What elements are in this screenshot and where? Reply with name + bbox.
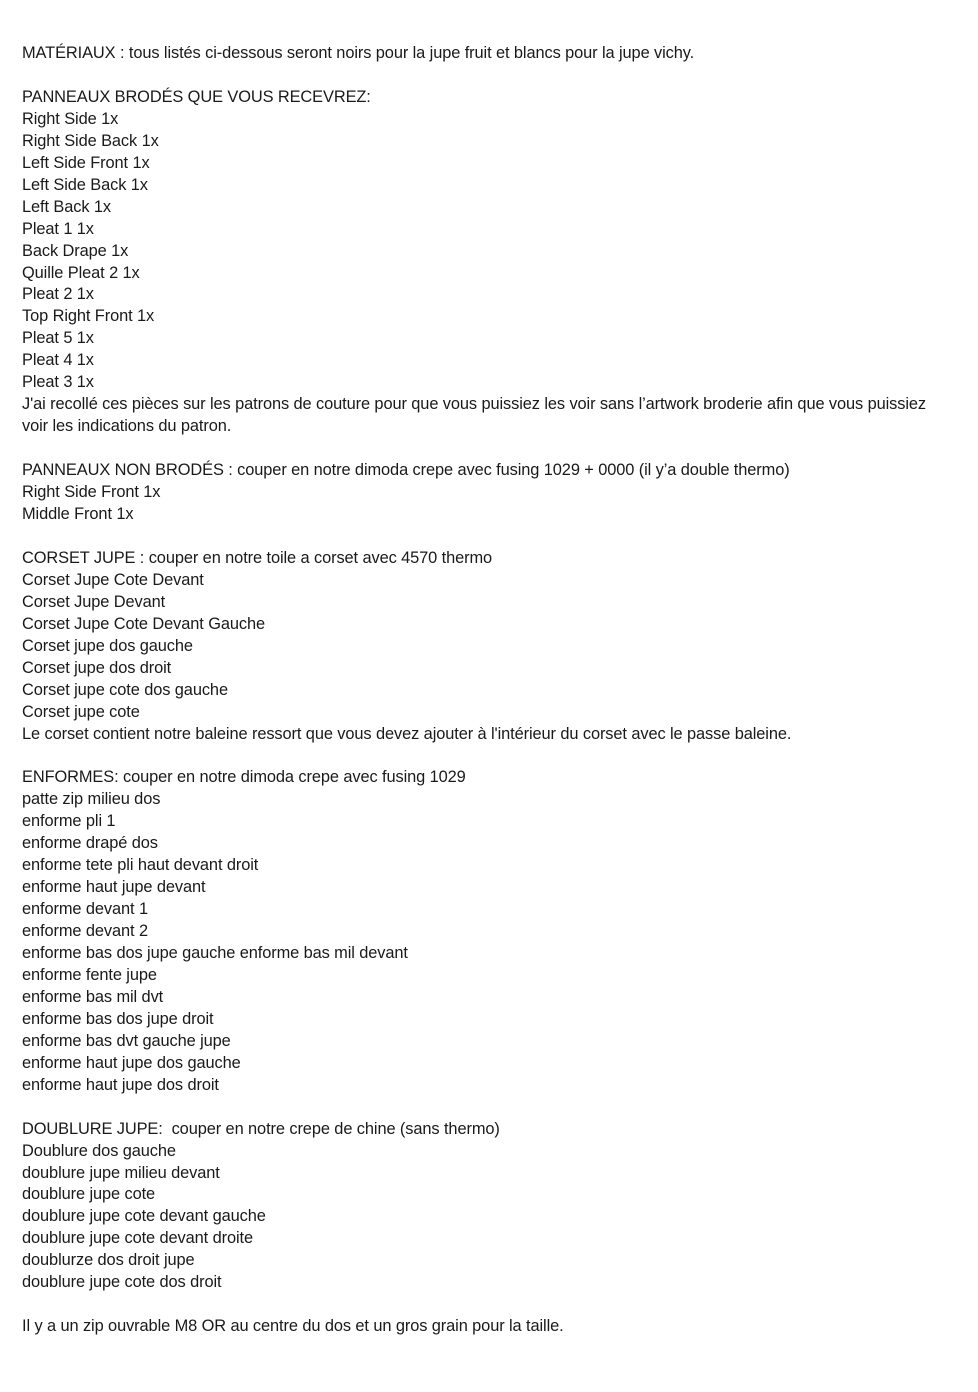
list-item: doublurze dos droit jupe [22, 1251, 195, 1270]
list-item: enforme bas dos jupe gauche enforme bas mil devant [22, 944, 408, 963]
list-item: Corset jupe dos gauche [22, 636, 193, 655]
list-item: Corset Jupe Cote Devant [22, 570, 204, 589]
list-item: Right Side Front 1x [22, 483, 161, 502]
section-enformes [22, 767, 942, 1096]
list-item: Pleat 1 1x [22, 219, 94, 238]
section-heading: CORSET JUPE : couper en notre toile a corset avec 4570 thermo [22, 548, 493, 567]
list-item: Corset jupe cote [22, 702, 140, 721]
section-panneaux-non-brodes [22, 460, 942, 526]
list-item: Left Side Back 1x [22, 175, 148, 194]
list-item: enforme devant 1 [22, 900, 148, 919]
list-item: Left Back 1x [22, 197, 111, 216]
list-item: Doublure dos gauche [22, 1141, 176, 1160]
list-item: Right Side 1x [22, 109, 119, 128]
section-panneaux-brodes [22, 87, 942, 438]
list-item: Pleat 2 1x [22, 285, 94, 304]
list-item: enforme devant 2 [22, 922, 148, 941]
list-item: doublure jupe milieu devant [22, 1163, 220, 1182]
blank-line [22, 65, 942, 87]
list-item: Pleat 5 1x [22, 329, 94, 348]
list-item: Corset Jupe Devant [22, 592, 166, 611]
section-heading: ENFORMES: couper en notre dimoda crepe avec fusing 1029 [22, 768, 466, 787]
list-item: enforme bas mil dvt [22, 987, 164, 1006]
list-item: enforme haut jupe devant [22, 878, 206, 897]
list-item: Middle Front 1x [22, 504, 134, 523]
list-item: enforme fente jupe [22, 965, 157, 984]
list-item: Right Side Back 1x [22, 131, 159, 150]
list-item: enforme tete pli haut devant droit [22, 856, 259, 875]
list-item: Corset Jupe Cote Devant Gauche [22, 614, 265, 633]
section-doublure-jupe [22, 1119, 942, 1295]
list-item: Left Side Front 1x [22, 153, 150, 172]
list-item: Pleat 3 1x [22, 373, 94, 392]
blank-line [22, 1294, 942, 1316]
list-item: enforme bas dvt gauche jupe [22, 1031, 231, 1050]
section-note: J'ai recollé ces pièces sur les patrons de couture pour que vous puissiez les voir sans l’artwork broderie afin que vous puissiez voir les indications du patron. [22, 395, 931, 436]
list-item: Corset jupe cote dos gauche [22, 680, 228, 699]
materiaux-line: MATÉRIAUX : tous listés ci-dessous seront noirs pour la jupe fruit et blancs pour la jupe vichy. [22, 44, 695, 62]
blank-line [22, 526, 942, 548]
section-note: Le corset contient notre baleine ressort que vous devez ajouter à l'intérieur du corset avec le passe baleine. [22, 724, 792, 743]
list-item: enforme haut jupe dos droit [22, 1075, 219, 1094]
list-item: enforme drapé dos [22, 834, 158, 853]
list-item: doublure jupe cote devant droite [22, 1229, 253, 1248]
list-item: Back Drape 1x [22, 241, 129, 260]
list-item: doublure jupe cote devant gauche [22, 1207, 266, 1226]
document-page [22, 43, 942, 1338]
section-heading: PANNEAUX BRODÉS QUE VOUS RECEVREZ: [22, 87, 371, 106]
list-item: Corset jupe dos droit [22, 658, 172, 677]
list-item: Pleat 4 1x [22, 351, 94, 370]
list-item: enforme bas dos jupe droit [22, 1009, 214, 1028]
section-heading: PANNEAUX NON BRODÉS : couper en notre dimoda crepe avec fusing 1029 + 0000 (il y’a double thermo) [22, 461, 790, 480]
blank-line [22, 438, 942, 460]
list-item: doublure jupe cote dos droit [22, 1273, 222, 1292]
list-item: doublure jupe cote [22, 1185, 156, 1204]
final-note: Il y a un zip ouvrable M8 OR au centre du dos et un gros grain pour la taille. [22, 1317, 564, 1336]
list-item: patte zip milieu dos [22, 790, 161, 809]
list-item: Quille Pleat 2 1x [22, 263, 140, 282]
section-corset-jupe [22, 548, 942, 746]
blank-line [22, 1097, 942, 1119]
blank-line [22, 745, 942, 767]
list-item: Top Right Front 1x [22, 307, 155, 326]
list-item: enforme pli 1 [22, 812, 116, 831]
section-heading: DOUBLURE JUPE: couper en notre crepe de chine (sans thermo) [22, 1119, 500, 1138]
list-item: enforme haut jupe dos gauche [22, 1053, 241, 1072]
